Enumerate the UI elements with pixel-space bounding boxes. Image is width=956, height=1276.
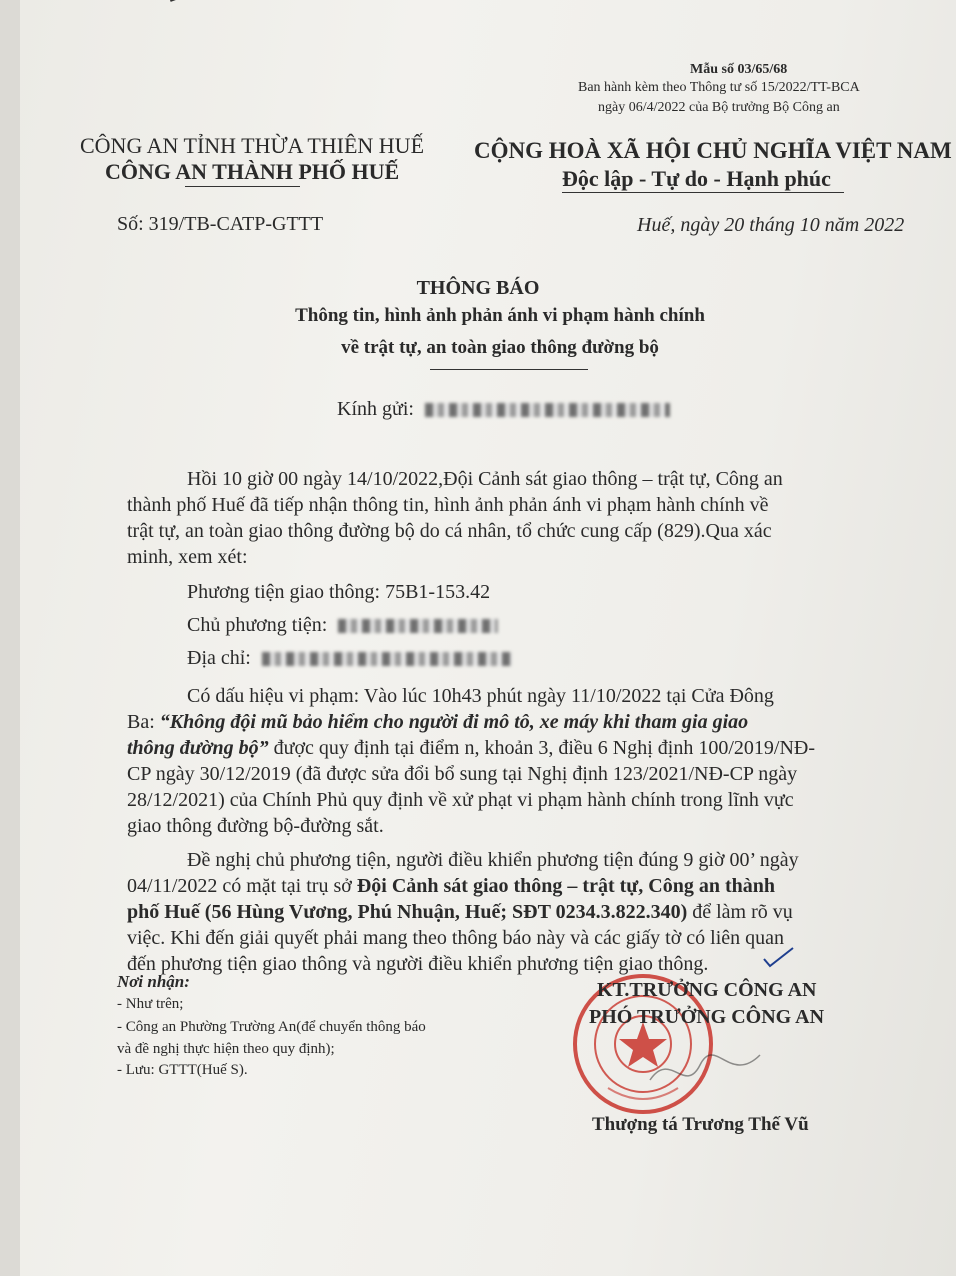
request-line1: Đề nghị chủ phương tiện, người điều khiển phương tiện đúng 9 giờ 00’ ngày — [187, 849, 799, 871]
request-line5: đến phương tiện giao thông và người điều khiển phương tiện giao thông. — [127, 953, 709, 975]
document-subtitle-line1: Thông tin, hình ảnh phản ánh vi phạm hành chính — [295, 305, 705, 326]
body-p1-line4: minh, xem xét: — [127, 546, 248, 568]
violation-line5: 28/12/2021) của Chính Phủ quy định về xử phạt vi phạm hành chính trong lĩnh vực — [127, 789, 794, 811]
receiver-item: và đề nghị thực hiện theo quy định); — [117, 1041, 335, 1057]
receiver-item: - Lưu: GTTT(Huế S). — [117, 1062, 248, 1078]
document-date: Huế, ngày 20 tháng 10 năm 2022 — [637, 214, 905, 236]
request-office: Đội Cảnh sát giao thông – trật tự, Công an thành — [356, 875, 775, 897]
document-number: Số: 319/TB-CATP-GTTT — [117, 213, 324, 235]
signature-title-line2: PHÓ TRƯỞNG CÔNG AN — [589, 1006, 825, 1028]
owner-label: Chủ phương tiện: — [187, 614, 328, 636]
redacted-recipient-name — [425, 403, 670, 417]
receiver-item: - Như trên; — [117, 996, 184, 1012]
body-p1-line2: thành phố Huế đã tiếp nhận thông tin, hình ảnh phản ánh vi phạm hành chính về — [127, 494, 769, 516]
violation-line3 — [127, 735, 815, 761]
redacted-owner-name — [338, 619, 498, 633]
subtitle-underline — [430, 369, 588, 370]
body-p1-line3: trật tự, an toàn giao thông đường bộ do cá nhân, tổ chức cung cấp (829).Qua xác — [127, 520, 772, 542]
recipient-line — [337, 398, 670, 421]
signature-title-line1: KT.TRƯỞNG CÔNG AN — [597, 979, 817, 1001]
address-label: Địa chỉ: — [187, 647, 251, 669]
receivers-title: Nơi nhận: — [117, 972, 190, 991]
org-parent: CÔNG AN TỈNH THỪA THIÊN HUẾ — [80, 133, 425, 158]
corner-pen-mark — [170, 0, 218, 2]
motto: Độc lập - Tự do - Hạnh phúc — [562, 166, 831, 191]
recipient-label: Kính gửi: — [337, 398, 414, 420]
violation-line2 — [127, 709, 748, 735]
form-note-line1: Ban hành kèm theo Thông tư số 15/2022/TT-BCA — [578, 80, 860, 95]
redacted-address — [262, 652, 512, 666]
violation-line6: giao thông đường bộ-đường sắt. — [127, 815, 384, 837]
check-mark-icon — [760, 945, 796, 969]
violation-quote-part1: “Không đội mũ bảo hiểm cho người đi mô tô, xe máy khi tham gia giao — [159, 711, 749, 733]
request-line3 — [127, 899, 793, 925]
address-line — [187, 645, 512, 671]
document-subtitle-line2: về trật tự, an toàn giao thông đường bộ — [341, 337, 659, 358]
request-office-address: phố Huế (56 Hùng Vương, Phú Nhuận, Huế; SĐT 0234.3.822.340) — [127, 901, 688, 923]
signer-name: Thượng tá Trương Thế Vũ — [592, 1114, 809, 1135]
request-line4: việc. Khi đến giải quyết phải mang theo thông báo này và các giấy tờ có liên quan — [127, 927, 785, 949]
request-purpose: để làm rõ vụ — [687, 901, 793, 923]
owner-line — [187, 612, 498, 638]
org-underline — [185, 186, 300, 187]
request-line2 — [127, 873, 775, 899]
form-note-line2: ngày 06/4/2022 của Bộ trưởng Bộ Công an — [598, 100, 840, 115]
vehicle-plate: Phương tiện giao thông: 75B1-153.42 — [187, 581, 491, 603]
motto-underline — [562, 192, 844, 193]
violation-location-end: Ba: — [127, 711, 160, 733]
body-p1-line1: Hồi 10 giờ 00 ngày 14/10/2022,Đội Cảnh sát giao thông – trật tự, Công an — [187, 468, 783, 490]
org-name: CÔNG AN THÀNH PHỐ HUẾ — [105, 159, 400, 184]
handwritten-signature — [640, 1040, 770, 1100]
violation-legal-basis: được quy định tại điểm n, khoản 3, điều 6 Nghị định 100/2019/NĐ- — [268, 737, 815, 759]
violation-line1: Có dấu hiệu vi phạm: Vào lúc 10h43 phút ngày 11/10/2022 tại Cửa Đông — [187, 685, 774, 707]
request-date: 04/11/2022 có mặt tại trụ sở — [127, 875, 357, 897]
nation-title: CỘNG HOÀ XÃ HỘI CHỦ NGHĨA VIỆT NAM — [474, 138, 952, 163]
receiver-item: - Công an Phường Trường An(để chuyển thông báo — [117, 1019, 426, 1035]
form-number: Mẫu số 03/65/68 — [690, 62, 788, 77]
violation-line4: CP ngày 30/12/2019 (đã được sửa đổi bổ sung tại Nghị định 123/2021/NĐ-CP ngày — [127, 763, 798, 785]
document-title: THÔNG BÁO — [416, 277, 540, 299]
violation-quote-part2: thông đường bộ” — [127, 737, 269, 759]
